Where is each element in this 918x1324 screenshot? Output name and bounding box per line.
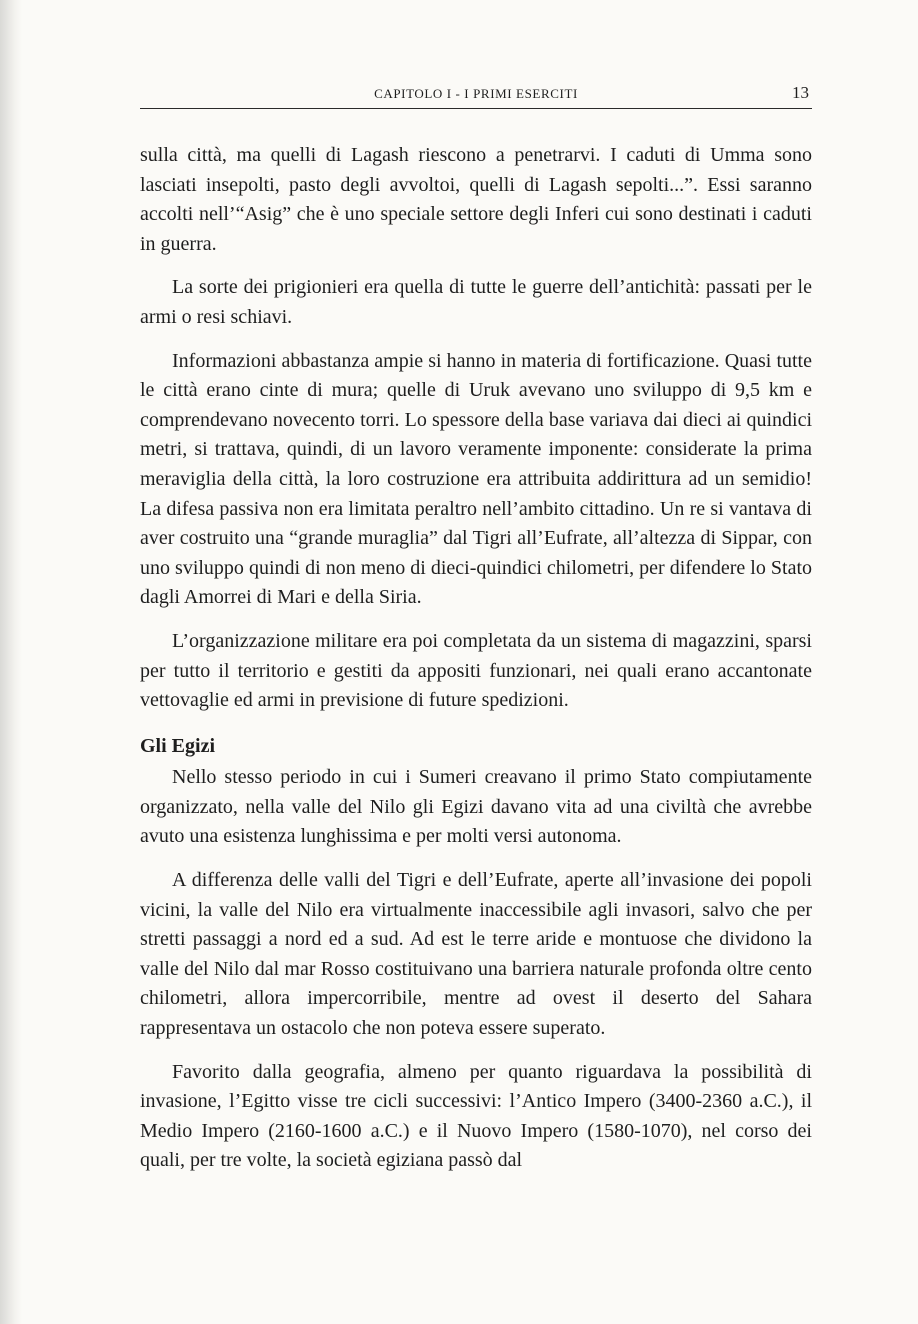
page-body <box>140 141 812 1176</box>
paragraph-fortifications: Informazioni abbastanza ampie si hanno in materia di fortificazione. Quasi tutte le città erano cinte di mura; quelle di Uruk avevano uno sviluppo di 9,5 km e comprendevano novecento torri. Lo spessore della base variava dai dieci ai quindici metri, si trattava, quindi, di un lavoro veramente imponente: considerate la prima meraviglia della città, la loro costruzione era attribuita addirittura ad un semidio! La difesa passiva non era limitata peraltro nell’ambito cittadino. Un re si vantava di aver costruito una “grande muraglia” dal Tigri all’Eufrate, all’altezza di Sippar, con uno sviluppo quindi di non meno di dieci-quindici chilometri, per difendere lo Stato dagli Amorrei di Mari e della Siria. <box>140 349 812 609</box>
paragraph-nile-geography: A differenza delle valli del Tigri e dell’Eufrate, aperte all’invasione dei popoli vicini, la valle del Nilo era virtualmente inaccessibile agli invasori, salvo che per stretti passaggi a nord ed a sud. Ad est le terre aride e montuose che dividono la valle del Nilo dal mar Rosso costituivano una barriera naturale profonda oltre cento chilometri, allora impercorribile, mentre ad ovest il deserto del Sahara rappresentava un ostacolo che non poteva essere superato. <box>140 869 812 1040</box>
paragraph-egyptians-intro: Nello stesso periodo in cui i Sumeri creavano il primo Stato compiutamente organizzato, nella valle del Nilo gli Egizi davano vita ad una civiltà che avrebbe avuto una esistenza lunghissima e per molti versi autonoma. <box>140 766 812 848</box>
paragraph-prisoners: La sorte dei prigionieri era quella di tutte le guerre dell’antichità: passati per le armi o resi schiavi. <box>140 276 812 328</box>
paragraph-three-empires: Favorito dalla geografia, almeno per quanto riguardava la possibilità di invasione, l’Egitto visse tre cicli successivi: l’Antico Impero (3400-2360 a.C.), il Medio Impero (2160-1600 a.C.) e il Nuovo Impero (1580-1070), nel corso dei quali, per tre volte, la società egiziana passò dal <box>140 1060 812 1172</box>
paragraph-continued: sulla città, ma quelli di Lagash riescono a penetrarvi. I caduti di Umma sono lasciati insepolti, pasto degli avvoltoi, quelli di Lagash sepolti...”. Essi saranno accolti nell’“Asig” che è uno speciale settore degli Inferi cui sono destinati i caduti in guerra. <box>140 144 812 255</box>
page-number: 13 <box>792 83 809 102</box>
section-heading: Gli Egizi <box>140 734 215 757</box>
paragraph-storehouses: L’organizzazione militare era poi completata da un sistema di magazzini, sparsi per tutto il territorio e gestiti da appositi funzionari, nei quali erano accantonate vettovaglie ed armi in previsione di future spedizioni. <box>140 629 812 712</box>
book-page <box>140 0 812 1324</box>
scan-edge-shadow <box>0 0 22 1324</box>
running-header <box>140 80 812 109</box>
running-title: CAPITOLO I - I PRIMI ESERCITI <box>374 86 578 101</box>
